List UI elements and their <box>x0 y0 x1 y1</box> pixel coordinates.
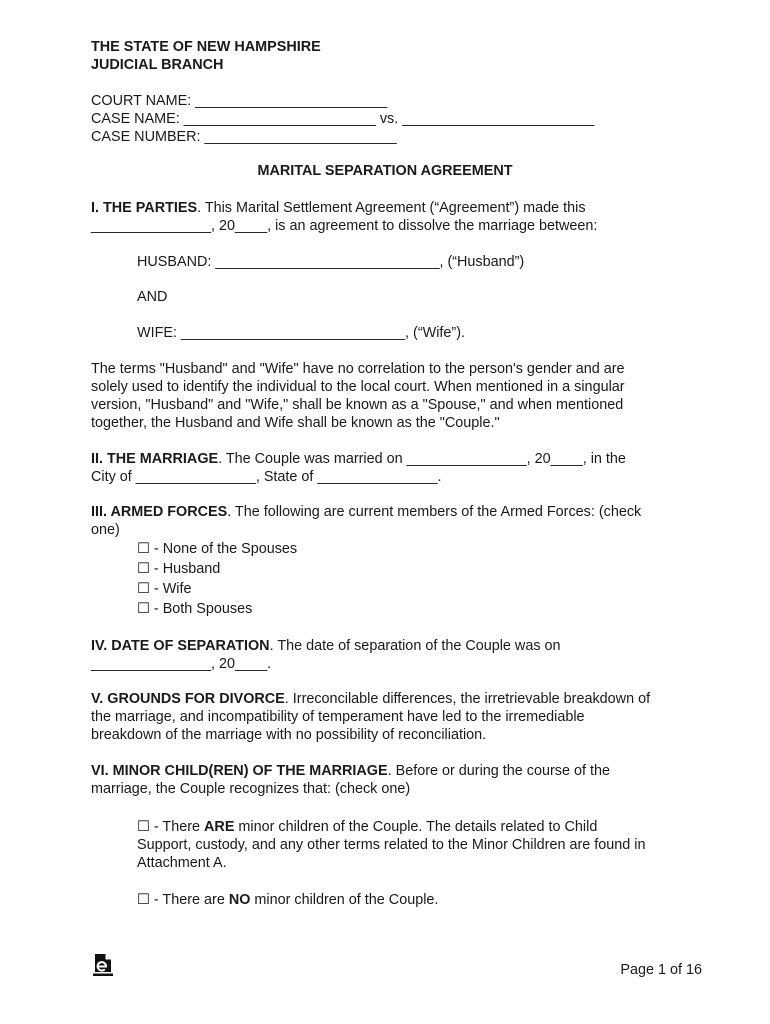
checkbox-no-minor-children[interactable] <box>137 891 438 909</box>
parties-text-1: . This Marital Settlement Agreement (“Agreement”) made this <box>197 200 586 216</box>
checkbox-husband[interactable]: ☐ - Husband <box>137 561 221 577</box>
terms-line-1: The terms "Husband" and "Wife" have no correlation to the person's gender and are <box>91 361 625 377</box>
marriage-heading: II. THE MARRIAGE <box>91 451 219 467</box>
separation-line-1 <box>91 637 691 655</box>
state-header: THE STATE OF NEW HAMPSHIRE <box>91 39 321 55</box>
armed-forces-text-1: . The following are current members of the Armed Forces: (check <box>227 504 642 520</box>
parties-heading: I. THE PARTIES <box>91 200 198 216</box>
wife-field: WIFE: ____________________________, (“Wife”). <box>137 325 466 341</box>
document-title: MARITAL SEPARATION AGREEMENT <box>257 163 513 179</box>
terms-line-2: solely used to identify the individual to the local court. When mentioned in a singular <box>91 379 625 395</box>
separation-line-2: _______________, 20____. <box>91 656 272 672</box>
grounds-line-2: the marriage, and incompatibility of temperament have led to the irremediable <box>91 709 585 725</box>
marriage-text-1: . The Couple was married on _______________, 20____, in the <box>218 451 626 467</box>
minor-children-text-1: . Before or during the course of the <box>387 763 610 779</box>
husband-field: HUSBAND: ____________________________, (“Husband”) <box>137 254 525 270</box>
terms-line-3: version, "Husband" and "Wife," shall be known as a "Spouse," and when mentioned <box>91 397 624 413</box>
separation-text-1: . The date of separation of the Couple was on <box>269 638 561 654</box>
grounds-heading: V. GROUNDS FOR DIVORCE <box>91 691 285 707</box>
checkbox-both-spouses[interactable]: ☐ - Both Spouses <box>137 601 253 617</box>
minor-children-line-1 <box>91 762 691 780</box>
marriage-line-1 <box>91 450 691 468</box>
grounds-line-3: breakdown of the marriage with no possibility of reconciliation. <box>91 727 487 743</box>
option-text: minor children of the Couple. <box>250 892 439 908</box>
option-emphasis: NO <box>228 892 251 908</box>
case-number-field: CASE NUMBER: ________________________ <box>91 129 397 145</box>
checkbox-there-are-minor-children[interactable] <box>137 818 597 836</box>
parties-line-1 <box>91 199 691 217</box>
option-prefix: ☐ - There are <box>137 892 229 908</box>
grounds-text-1: . Irreconcilable differences, the irretrievable breakdown of <box>284 691 651 707</box>
option-text: minor children of the Couple. The details related to Child <box>234 819 598 835</box>
parties-line-2: _______________, 20____, is an agreement to dissolve the marriage between: <box>91 218 598 234</box>
armed-forces-heading: III. ARMED FORCES <box>91 504 228 520</box>
armed-forces-line-1 <box>91 503 691 521</box>
minor-children-heading: VI. MINOR CHILD(REN) OF THE MARRIAGE <box>91 763 388 779</box>
case-name-field: CASE NAME: ________________________ vs. ________________________ <box>91 111 595 127</box>
terms-line-4: together, the Husband and Wife shall be known as the "Couple." <box>91 415 500 431</box>
minor-children-line-2: marriage, the Couple recognizes that: (check one) <box>91 781 411 797</box>
separation-heading: IV. DATE OF SEPARATION <box>91 638 270 654</box>
branch-header: JUDICIAL BRANCH <box>91 57 224 73</box>
option-prefix: ☐ - There <box>137 819 205 835</box>
document-e-logo-icon <box>92 953 114 977</box>
option-emphasis: ARE <box>204 819 235 835</box>
checkbox-wife[interactable]: ☐ - Wife <box>137 581 192 597</box>
grounds-line-1 <box>91 690 691 708</box>
page-number: Page 1 of 16 <box>620 962 702 978</box>
minor-children-option-line-3: Attachment A. <box>137 855 227 871</box>
checkbox-none-of-the-spouses[interactable]: ☐ - None of the Spouses <box>137 541 298 557</box>
court-name-field: COURT NAME: ________________________ <box>91 93 388 109</box>
armed-forces-line-2: one) <box>91 522 120 538</box>
and-text: AND <box>137 289 168 305</box>
minor-children-option-line-2: Support, custody, and any other terms related to the Minor Children are found in <box>137 837 646 853</box>
marriage-line-2: City of _______________, State of _______________. <box>91 469 442 485</box>
